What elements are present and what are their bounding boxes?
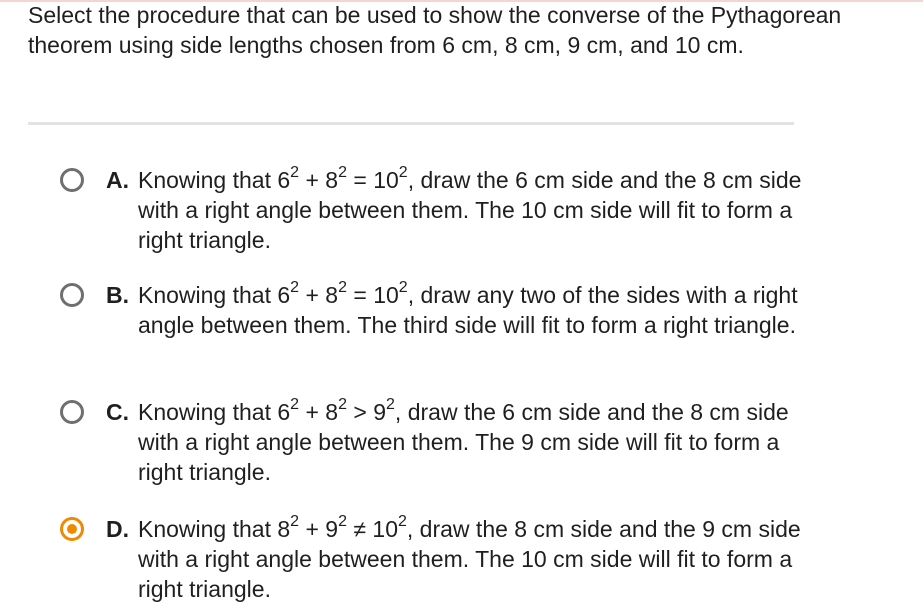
divider (28, 122, 794, 125)
question-text: Select the procedure that can be used to show the converse of the Pythagorean theorem using side lengths chosen from 6 cm, 8 cm, 9 cm, and 10 cm. (28, 2, 842, 58)
option-b[interactable] (60, 280, 820, 380)
option-c-text: Knowing that $6^2 + 8^2 > 9^2$, draw the 6 cm side and the 8 cm side with a right angle between them. The 9 cm side will fit to form a right triangle. (138, 396, 789, 485)
option-d[interactable] (60, 514, 820, 614)
option-b-letter: B. (106, 282, 129, 308)
option-c-letter: C. (106, 399, 129, 425)
radio-c[interactable] (60, 400, 84, 424)
option-d-letter: D. (106, 516, 129, 542)
option-c[interactable] (60, 397, 820, 497)
radio-a[interactable] (60, 168, 84, 192)
option-d-text: Knowing that $8^2 + 9^2 \ne 10^2$, draw the 8 cm side and the 9 cm side with a right angle between them. The 10 cm side will fit to form a right triangle. (138, 513, 801, 602)
option-a[interactable] (60, 165, 820, 265)
option-a-text: Knowing that $6^2 + 8^2 = 10^2$, draw the 6 cm side and the 8 cm side with a right angle between them. The 10 cm side will fit to form a right triangle. (138, 164, 802, 253)
option-b-text: Knowing that $6^2 + 8^2 = 10^2$, draw any two of the sides with a right angle between them. The third side will fit to form a right triangle. (138, 279, 798, 338)
radio-d-selected[interactable] (60, 517, 84, 541)
radio-b[interactable] (60, 283, 84, 307)
option-a-letter: A. (106, 167, 129, 193)
